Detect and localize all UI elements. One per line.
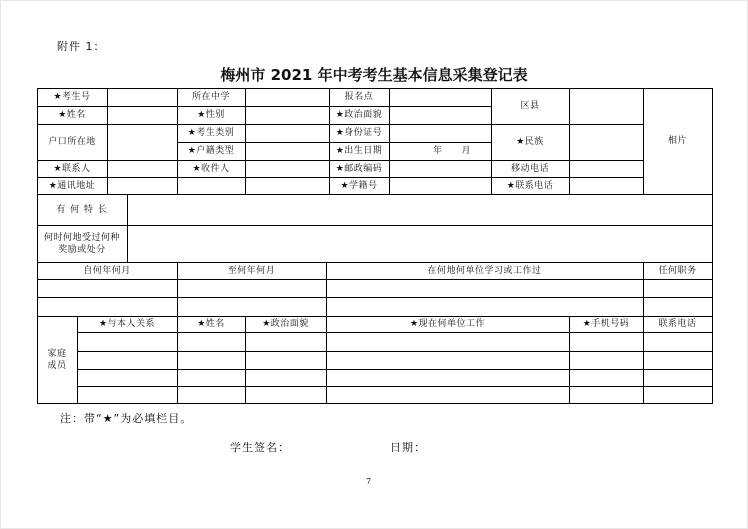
label-candidate-type: ★考生类别: [187, 128, 235, 138]
label-id-number: ★身份证号: [335, 128, 383, 138]
label-exam-number: ★考生号: [53, 92, 91, 102]
label-school: 所在中学: [191, 92, 230, 102]
page-title: 梅州市 2021 年中考考生基本信息采集登记表: [220, 66, 528, 84]
header-relationship: ★与本人关系: [98, 319, 156, 329]
attachment-label: 附件 1：: [57, 40, 106, 53]
label-mobile-phone: 移动电话: [510, 163, 549, 174]
header-member-workplace: ★现在何单位工作: [409, 319, 486, 329]
label-political-status: ★政治面貌: [335, 110, 383, 120]
birth-date-placeholder: 年 月: [432, 146, 471, 156]
label-postcode: ★邮政编码: [335, 163, 383, 174]
header-member-mobile: ★手机号码: [582, 319, 630, 329]
photo-box: 相片: [667, 136, 687, 146]
label-contact-phone: ★联系电话: [506, 180, 554, 191]
header-member-name: ★姓名: [197, 319, 225, 329]
label-birth-date: ★出生日期: [335, 146, 383, 156]
header-study-work-place: 在何地何单位学习或工作过: [427, 265, 542, 276]
date-label: 日期：: [390, 441, 426, 454]
header-member-contact-phone: 联系电话: [658, 319, 697, 329]
label-mailing-address: ★通讯地址: [48, 180, 96, 191]
label-family-members: 家庭成员: [47, 348, 67, 371]
label-district: 区县: [520, 101, 540, 111]
label-registration-point: 报名点: [344, 92, 374, 102]
student-signature-label: 学生签名：: [230, 441, 290, 454]
label-hukou: 户口所在地: [48, 137, 96, 147]
label-hukou-type: ★户籍类型: [187, 146, 235, 156]
label-contact-person: ★联系人: [53, 163, 91, 174]
header-from-date: 自何年何月: [83, 265, 131, 276]
header-position: 任何职务: [658, 265, 697, 276]
required-note: 注：带“★”为必填栏目。: [60, 412, 193, 425]
label-student-number: ★学籍号: [340, 180, 378, 191]
label-name: ★姓名: [58, 110, 86, 120]
header-member-political: ★政治面貌: [262, 319, 309, 329]
page-number: 7: [366, 477, 372, 486]
label-specialty: 有 何 特 长: [56, 204, 108, 215]
label-awards-punishments: 何时何地受过何种奖励或处分: [44, 232, 121, 255]
label-ethnicity: ★民族: [516, 137, 544, 147]
label-recipient: ★收件人: [192, 163, 230, 174]
label-gender: ★性别: [197, 110, 225, 120]
header-to-date: 至何年何月: [227, 265, 276, 276]
